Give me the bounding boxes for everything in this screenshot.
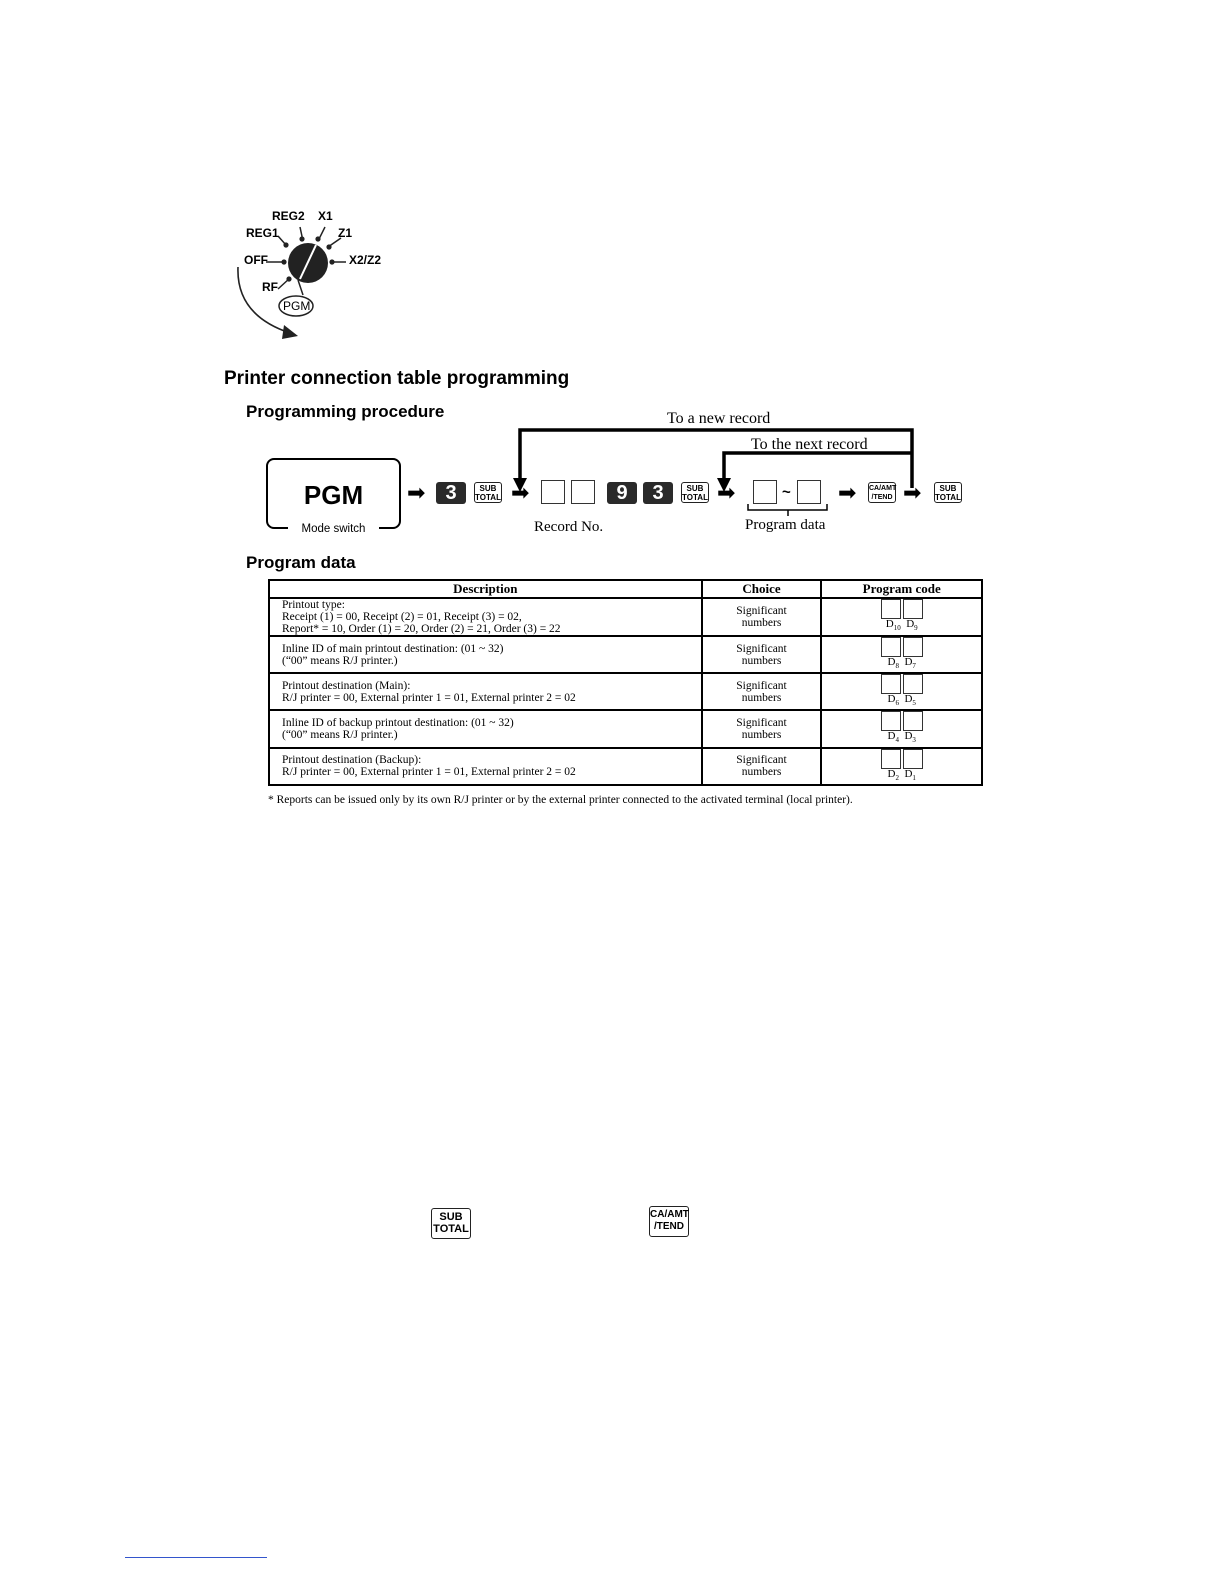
digit-prefix: D xyxy=(887,730,896,743)
subtotal-key-top: SUB xyxy=(439,1211,463,1223)
digit-index: 2 xyxy=(895,773,899,782)
digit-box xyxy=(881,711,901,731)
digit-box xyxy=(903,674,923,694)
row-program-code xyxy=(821,673,982,710)
description-line: Printout destination (Backup): xyxy=(282,754,422,767)
digit-prefix: D xyxy=(887,693,896,706)
footer-rule xyxy=(125,1557,267,1558)
row-description xyxy=(269,673,702,710)
ca-key-top: CA/AMT xyxy=(650,1209,689,1220)
row-description xyxy=(269,598,702,636)
key-3: 3 xyxy=(436,482,466,504)
digit-labels xyxy=(822,619,981,634)
subtotal-key-bottom: TOTAL xyxy=(935,493,961,502)
row-choice xyxy=(702,636,822,673)
choice-line: Significant xyxy=(736,679,787,692)
record-digit-box xyxy=(541,480,565,504)
key-3: 3 xyxy=(643,482,673,504)
header-description: Description xyxy=(269,580,702,598)
digit-box xyxy=(881,599,901,619)
digit-index: 1 xyxy=(912,773,916,782)
ca-key-top: CA/AMT xyxy=(869,485,897,492)
table-row xyxy=(269,598,982,636)
table-row xyxy=(269,710,982,747)
record-no-label: Record No. xyxy=(534,519,604,535)
dial-label-pgm: PGM xyxy=(283,299,311,313)
digit-prefix: D xyxy=(904,730,913,743)
description-line: Printout destination (Main): xyxy=(282,679,411,692)
ca-key-bottom: /TEND xyxy=(871,494,893,501)
description-line: Inline ID of main printout destination: (01 ~ 32) xyxy=(282,642,504,655)
key-9: 9 xyxy=(607,482,637,504)
arrow-right-icon: ➡ xyxy=(903,480,922,505)
program-data-label: Program data xyxy=(745,517,826,533)
choice-line: Significant xyxy=(736,716,787,729)
description-line: (“00” means R/J printer.) xyxy=(282,728,398,741)
digit-box xyxy=(881,749,901,769)
subtotal-key-large xyxy=(431,1208,471,1239)
dial-label-z1: Z1 xyxy=(338,226,353,240)
digit-prefix: D xyxy=(904,656,913,668)
digit-prefix: D xyxy=(885,618,894,631)
header-program-code: Program code xyxy=(821,580,982,598)
choice-line: numbers xyxy=(741,728,782,741)
digit-index: 6 xyxy=(895,699,899,708)
digit-index: 5 xyxy=(912,699,916,708)
description-line: (“00” means R/J printer.) xyxy=(282,654,398,667)
table-row xyxy=(269,636,982,673)
subtotal-key-top: SUB xyxy=(939,484,957,493)
subtotal-key-top: SUB xyxy=(479,484,497,493)
description-line: R/J printer = 00, External printer 1 = 01, External printer 2 = 02 xyxy=(282,766,576,779)
row-program-code xyxy=(821,598,982,636)
digit-index: 4 xyxy=(895,736,899,745)
procedure-title: Programming procedure xyxy=(246,402,445,421)
arrow-right-icon: ➡ xyxy=(717,480,736,505)
arrow-right-icon: ➡ xyxy=(511,480,530,505)
digit-prefix: D xyxy=(906,618,915,631)
digit-labels xyxy=(822,769,981,784)
digit-labels xyxy=(822,657,981,672)
digit-prefix: D xyxy=(904,767,913,780)
row-choice xyxy=(702,673,822,710)
table-row xyxy=(269,748,982,785)
subtotal-key xyxy=(474,482,502,503)
row-choice xyxy=(702,748,822,785)
digit-index: 7 xyxy=(912,662,916,671)
ca-key-bottom: /TEND xyxy=(654,1221,684,1232)
choice-line: Significant xyxy=(736,642,787,655)
table-row xyxy=(269,673,982,710)
dial-label-reg2: REG2 xyxy=(272,209,305,223)
loop-label-new-record: To a new record xyxy=(667,410,771,427)
digit-index: 10 xyxy=(893,624,901,633)
choice-line: numbers xyxy=(741,617,782,629)
dial-label-rf: RF xyxy=(262,280,278,294)
description-line: Printout type: xyxy=(282,599,345,611)
digit-box xyxy=(881,674,901,694)
row-description xyxy=(269,748,702,785)
subtotal-key-bottom: TOTAL xyxy=(682,493,708,502)
program-data-table xyxy=(268,579,983,786)
dial-label-x2z2: X2/Z2 xyxy=(349,253,382,267)
footnote: * Reports can be issued only by its own R/J printer or by the external printer connected to the activated terminal (local printer). xyxy=(268,794,853,806)
digit-prefix: D xyxy=(904,693,913,706)
digit-labels xyxy=(822,731,981,746)
header-choice: Choice xyxy=(702,580,822,598)
description-line: R/J printer = 00, External printer 1 = 01, External printer 2 = 02 xyxy=(282,691,576,704)
mode-label: PGM xyxy=(303,480,364,510)
digit-box xyxy=(903,711,923,731)
arrow-right-icon: ➡ xyxy=(838,480,857,505)
row-program-code xyxy=(821,636,982,673)
digit-index: 9 xyxy=(914,624,918,633)
section-title: Printer connection table programming xyxy=(224,368,570,389)
choice-line: numbers xyxy=(741,766,782,779)
digit-index: 3 xyxy=(912,736,916,745)
ca-amt-tend-key-large xyxy=(649,1206,689,1237)
row-choice xyxy=(702,598,822,636)
arrow-right-icon: ➡ xyxy=(407,480,426,505)
digit-box xyxy=(881,637,901,657)
dial-label-off: OFF xyxy=(244,253,268,267)
tilde: ~ xyxy=(782,484,791,501)
digit-index: 8 xyxy=(895,662,899,671)
loop-label-next-record: To the next record xyxy=(751,436,868,453)
record-digit-box xyxy=(571,480,595,504)
choice-line: Significant xyxy=(736,754,787,767)
digit-prefix: D xyxy=(887,767,896,780)
mode-caption: Mode switch xyxy=(288,523,379,535)
description-line: Report* = 10, Order (1) = 20, Order (2) = 21, Order (3) = 22 xyxy=(282,623,561,635)
choice-line: numbers xyxy=(741,654,782,667)
choice-line: numbers xyxy=(741,691,782,704)
program-data-title: Program data xyxy=(246,553,356,572)
mode-switch-box xyxy=(266,458,401,535)
subtotal-key-bottom: TOTAL xyxy=(475,493,501,502)
dial-label-x1: X1 xyxy=(318,209,333,223)
row-program-code xyxy=(821,748,982,785)
table-header-row xyxy=(269,580,982,598)
digit-prefix: D xyxy=(887,656,896,668)
dial-label-reg1: REG1 xyxy=(246,226,279,240)
description-line: Inline ID of backup printout destination: (01 ~ 32) xyxy=(282,716,514,729)
digit-labels xyxy=(822,694,981,709)
description-line: Receipt (1) = 00, Receipt (2) = 01, Receipt (3) = 02, xyxy=(282,611,522,623)
digit-box xyxy=(903,749,923,769)
subtotal-key-top: SUB xyxy=(686,484,704,493)
row-description xyxy=(269,636,702,673)
subtotal-key xyxy=(934,482,962,503)
row-program-code xyxy=(821,710,982,747)
row-description xyxy=(269,710,702,747)
subtotal-key xyxy=(681,482,709,503)
choice-line: Significant xyxy=(736,605,787,617)
digit-box xyxy=(903,637,923,657)
digit-box xyxy=(903,599,923,619)
row-choice xyxy=(702,710,822,747)
subtotal-key-bottom: TOTAL xyxy=(433,1223,469,1235)
ca-amt-tend-key xyxy=(868,482,896,503)
